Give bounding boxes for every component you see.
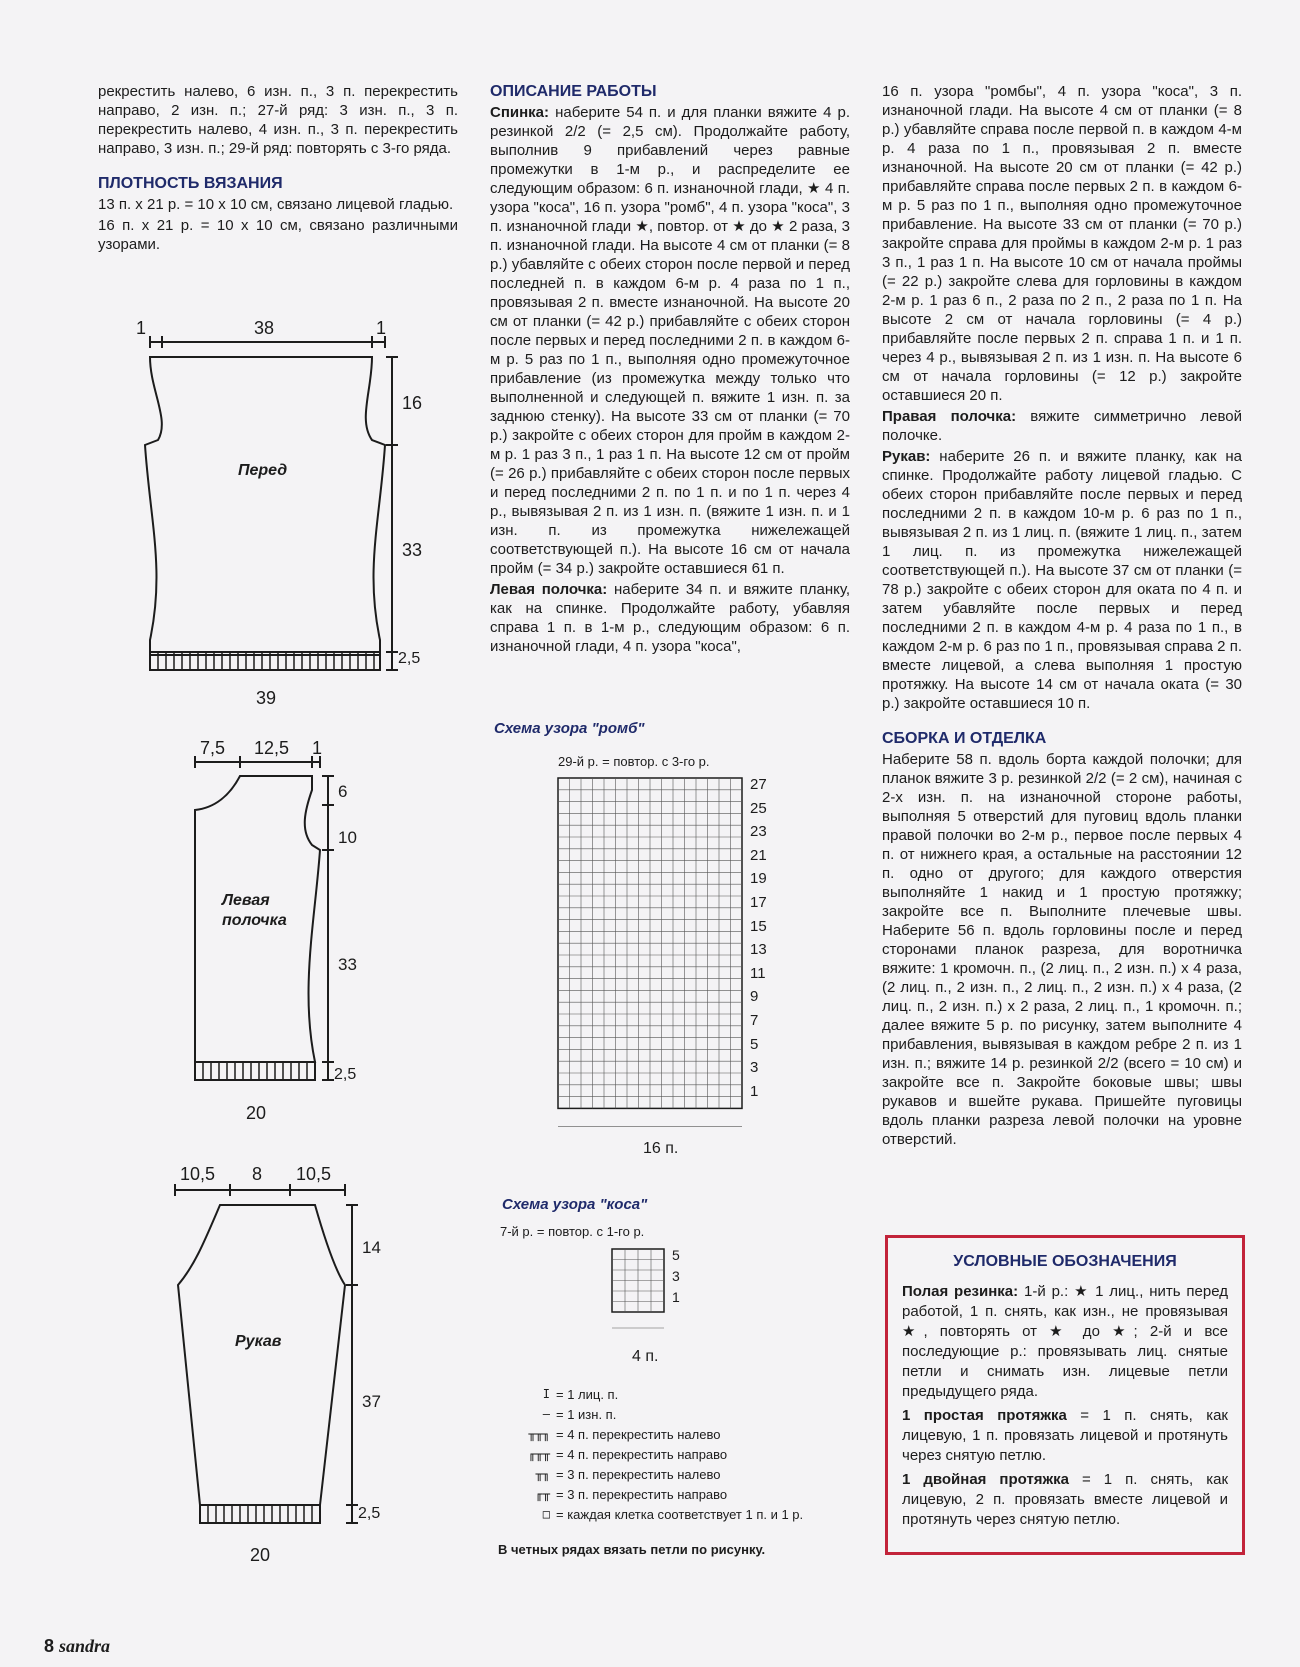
key-text: = 1 изн. п.	[556, 1406, 617, 1422]
left-front-right-2-5: 2,5	[334, 1066, 357, 1083]
romb-row-label: 17	[750, 894, 767, 911]
key-row	[490, 1464, 803, 1484]
key-symbol-icon: –	[542, 1407, 550, 1421]
romb-chart-caption: Схема узора "ромб"	[494, 720, 645, 737]
key-text: = 1 лиц. п.	[556, 1386, 619, 1402]
density-line-1: 13 п. х 21 р. = 10 х 10 см, связано лицевой гладью.	[98, 196, 454, 213]
kosa-chart-grid	[612, 1249, 664, 1328]
density-title: ПЛОТНОСТЬ ВЯЗАНИЯ	[98, 175, 283, 192]
legend-p2-label: 1 простая протяжка	[902, 1407, 1067, 1424]
kosa-width-label: 4 п.	[632, 1348, 659, 1365]
romb-row-label: 3	[750, 1059, 759, 1077]
romb-width-label: 16 п.	[643, 1140, 679, 1157]
legend-p3	[902, 1470, 1228, 1530]
sleeve-label: Рукав	[235, 1333, 282, 1350]
sleeve-right-14: 14	[362, 1238, 381, 1257]
left-front-right-33: 33	[338, 955, 357, 974]
legend-p2-text: = 1 п. снять, как лицевую, 1 п. провязать лицевой и протянуть через снятую петлю.	[902, 1407, 1228, 1464]
key-text: = 4 п. перекрестить направо	[556, 1446, 728, 1462]
work-title: ОПИСАНИЕ РАБОТЫ	[490, 83, 657, 100]
front-bottom-39: 39	[256, 688, 277, 708]
density-line-2: 16 п. х 21 р. = 10 х 10 см, связано различными узорами.	[98, 217, 458, 253]
front-label: Перед	[238, 462, 288, 479]
left-front-bottom-20: 20	[246, 1103, 267, 1123]
romb-chart-grid	[558, 778, 742, 1126]
legend-p1	[902, 1282, 1228, 1402]
left-front-label-2: полочка	[222, 912, 287, 929]
key-row	[490, 1444, 803, 1464]
romb-row-label: 11	[750, 964, 766, 982]
front-diagram	[145, 336, 398, 670]
front-top-38: 38	[254, 318, 275, 338]
kosa-row-label: 5	[672, 1247, 680, 1263]
left-front-continued: 16 п. узора "ромбы", 4 п. узора "коса", 3 п. изнаночной глади. На высоте 4 см от планки (= 8 р.) убавляйте справа после первой п. в каждом 4-м р. 4 раза по 1 п., провязывая 2 п. вместе изнаночной. На высоте 20 см от планки (= 42 р.) прибавляйте справа после первых 2 п. в каждом 6-м р. 5 раз по 1 п., выполняя одно промежуточное прибавление. На высоте 33 см от планки (= 70 р.) закройте справа для проймы в каждом 2-м р. 1 раз 3 п., 1 раз 1 п. На высоте 10 см от начала проймы (= 22 р.) закройте слева для горловины в каждом 2-м р. 1 раз 6 п., 2 раза по 2 п., 2 раза по 1 п. На высоте 2 см от начала горловины (= 4 р.) прибавляйте после первых 2 п. справа 1 п. и 1 п. через 4 р., вывязывая 2 п. из 1 изн. п. На высоте 6 см от начала горловины (= 12 р.) закройте оставшиеся 20 п.	[882, 83, 1242, 404]
key-note: В четных рядах вязать петли по рисунку.	[498, 1542, 766, 1557]
left-front-right-10: 10	[338, 828, 357, 847]
key-text: = 3 п. перекрестить направо	[556, 1486, 728, 1502]
left-front-right-6: 6	[338, 782, 348, 801]
left-front-label-1: Левая	[222, 892, 270, 909]
page-footer	[44, 1636, 110, 1657]
key-text: = 4 п. перекрестить налево	[556, 1426, 721, 1442]
key-symbol-icon: ╓╥	[535, 1487, 550, 1501]
left-front-label: Левая полочка:	[490, 581, 608, 598]
legend-p3-label: 1 двойная протяжка	[902, 1471, 1070, 1488]
key-symbol-icon: I	[542, 1387, 550, 1401]
front-right-16: 16	[402, 393, 423, 413]
sleeve-text: наберите 26 п. и вяжите планку, как на спинке. Продолжайте работу лицевой гладью. С обеих сторон прибавляйте после первых и перед последними 2 п. в каждом 10-м р. 6 раз по 1 п., вывязывая 2 п. из 1 лиц. п. (вяжите 1 лиц. п., затем 1 лиц. п. из промежутка нижележащей соответствующей п.). На высоте 37 см от планки (= 78 р.) закройте с обеих сторон для оката по 4 п. и затем убавляйте после первых и перед последними 2 п. в каждом 4-м р. 4 раза по 1 п., в каждом 2-м р. 6 раз по 1 п., провязывая справа 2 п. вместе лицевой, а слева выполняя 1 простую протяжку. На высоте 14 см от начала оката (= 30 р.) закройте оставшиеся 10 п.	[882, 448, 1242, 712]
left-front-top-1: 1	[312, 738, 323, 758]
legend-box	[885, 1235, 1245, 1555]
legend-title: УСЛОВНЫЕ ОБОЗНАЧЕНИЯ	[953, 1253, 1177, 1270]
legend-p2	[902, 1406, 1228, 1466]
sleeve-right-37: 37	[362, 1392, 381, 1411]
sleeve-label: Рукав:	[882, 448, 931, 465]
romb-chart-note: 29-й р. = повтор. с 3-го р.	[558, 754, 710, 769]
intro-text: рекрестить налево, 6 изн. п., 3 п. перекрестить направо, 2 изн. п.; 27-й ряд: 3 изн. п., 3 п. перекрестить налево, 4 изн. п., 3 п. перекрестить направо, 3 изн. п.; 29-й ряд: повторять с 3-го ряда.	[98, 83, 458, 157]
romb-row-label: 1	[750, 1082, 759, 1100]
sleeve-bottom-20: 20	[250, 1545, 271, 1565]
key-row	[490, 1484, 803, 1504]
key-symbol-icon: ╓╥╥	[528, 1447, 550, 1461]
romb-row-label: 5	[750, 1035, 759, 1053]
back-text: наберите 54 п. и для планки вяжите 4 р. резинкой 2/2 (= 2,5 см). Продолжайте работу, выполнив 9 прибавлений через равные промежутки в 1-м р., и распределите ее следующим образом: 6 п. изнаночной глади, ★ 4 п. узора "коса", 16 п. узора "ромб", 4 п. узора "коса", 3 п. изнаночной глади ★, повтор. от ★ до ★ 2 раза, 3 п. изнаночной глади. На высоте 4 см от планки (= 8 р.) убавляйте с обеих сторон после первой и перед последней п. в каждом 6-м р. 4 раза по 1 п., провязывая 2 п. вместе изнаночной. На высоте 20 см от планки (= 42 р.) прибавляйте с обеих сторон после первых и перед последними 2 п. в каждом 6-м р. 5 раз по 1 п., выполняя одно промежуточное прибавление (из промежутка между только что выполненной и следующей п. вяжите 1 изн. п. за заднюю стенку). На высоте 33 см от планки (= 70 р.) закройте с обеих сторон для пройм в каждом 2-м р. 1 раз 3 п., 1 раз 1 п. На высоте 12 см от пройм (= 26 р.) прибавляйте с обеих сторон после первых и перед последними 2 п. по 1 п. и по 1 п. через 4 р., вывязывая 2 п. из 1 изн. п. (вяжите 1 изн. п. и 1 изн. п. из промежутка нижележащей соответствующей п.). На высоте 16 см от начала пройм (= 34 р.) закройте оставшиеся 61 п.	[490, 104, 851, 577]
left-front-top-7-5: 7,5	[200, 738, 226, 758]
kosa-chart-note: 7-й р. = повтор. с 1-го р.	[500, 1224, 645, 1239]
romb-row-label: 13	[750, 941, 767, 959]
key-symbol-icon: □	[542, 1507, 550, 1521]
right-front-text: вяжите симметрично левой полочке.	[882, 408, 1242, 444]
left-front-text: наберите 34 п. и вяжите планку, как на спинке. Продолжайте работу, убавляя справа 1 п. в 1-м р., следующим образом: 6 п. изнаночной глади, 4 п. узора "коса",	[490, 581, 850, 655]
sleeve-diagram	[175, 1184, 358, 1523]
back-label: Спинка:	[490, 104, 550, 121]
sleeve-top-10-5a: 10,5	[180, 1164, 216, 1184]
key-symbol-icon: ╥╥╖	[528, 1427, 550, 1441]
romb-row-label: 21	[750, 846, 767, 864]
sleeve-right-2-5: 2,5	[358, 1505, 381, 1522]
legend-p1-label: Полая резинка:	[902, 1283, 1019, 1300]
kosa-row-label: 1	[672, 1289, 680, 1305]
key-row	[490, 1504, 803, 1524]
front-top-1: 1	[136, 318, 147, 338]
key-text: = 3 п. перекрестить налево	[556, 1466, 721, 1482]
romb-row-label: 7	[750, 1012, 759, 1029]
front-right-33: 33	[402, 540, 423, 560]
kosa-chart-caption: Схема узора "коса"	[502, 1196, 648, 1213]
sleeve-top-10-5b: 10,5	[296, 1164, 332, 1184]
symbol-key	[490, 1384, 803, 1524]
key-row	[490, 1424, 803, 1444]
romb-row-label: 25	[750, 799, 767, 817]
romb-row-label: 27	[750, 776, 767, 793]
assembly-title: СБОРКА И ОТДЕЛКА	[882, 730, 1047, 747]
front-right-2-5: 2,5	[398, 650, 421, 667]
kosa-row-label: 3	[672, 1268, 680, 1284]
legend-p1-text: 1-й р.: ★ 1 лиц., нить перед работой, 1 п. снять, как изн., не провязывая ★, повторять от ★ до ★; 2-й и все последующие р.: провязывать лиц. снятые петли и снимать изн. лицевые петли предыдущего ряда.	[902, 1283, 1228, 1400]
page-number: 8	[44, 1636, 55, 1656]
romb-row-label: 23	[750, 823, 767, 841]
assembly-text: Наберите 58 п. вдоль борта каждой полочки; для планок вяжите 3 р. резинкой 2/2 (= 2 см), начиная с 2-х изн. п. на изнаночной стороне работы, выполняя 5 отверстий для пуговиц вдоль планки правой полочки во 2-м р., первое после первых 4 п. от нижнего края, а остальные на расстоянии 12 п. одно от другого; для каждого отверстия выполняйте 1 накид и 1 простую протяжку; закройте все п. Выполните плечевые швы. Наберите 56 п. вдоль горловины после и перед сторонами планок разреза, для воротничка вяжите: 1 кромочн. п., (2 лиц. п., 2 изн. п.) х 4 раза, (2 лиц. п., 2 изн. п., 2 лиц. п., 2 изн. п.) х 4 раза, (2 лиц. п., 2 изн. п.) х 2 раза, 2 лиц. п., 1 кромочн. п.; далее вяжите 5 р. по рисунку, затем выполните 4 прибавления, вывязывая в каждом ребре 2 п. из 1 изн. п.; вяжите 14 р. резинкой 2/2 (всего = 10 см) и закройте все п. Закройте боковые швы; швы рукавов и вшейте рукава. Пришейте пуговицы вдоль планки разреза левой полочки на уровне отверстий.	[882, 751, 1242, 1148]
romb-row-label: 19	[750, 870, 767, 888]
legend-p3-text: = 1 п. снять, как лицевую, 2 п. провязать вместе лицевой и протянуть через снятую петлю.	[902, 1471, 1229, 1528]
key-row	[490, 1384, 803, 1404]
left-front-top-12-5: 12,5	[254, 738, 290, 758]
romb-row-label: 15	[750, 917, 767, 935]
key-text: = каждая клетка соответствует 1 п. и 1 р.	[556, 1506, 804, 1522]
sleeve-top-8: 8	[252, 1164, 263, 1184]
key-symbol-icon: ╥╖	[535, 1467, 550, 1481]
front-top-1b: 1	[376, 318, 387, 338]
romb-row-label: 9	[750, 988, 759, 1006]
key-row	[490, 1404, 803, 1424]
brand-logo: sandra	[59, 1636, 111, 1656]
right-front-label: Правая полочка:	[882, 408, 1017, 425]
